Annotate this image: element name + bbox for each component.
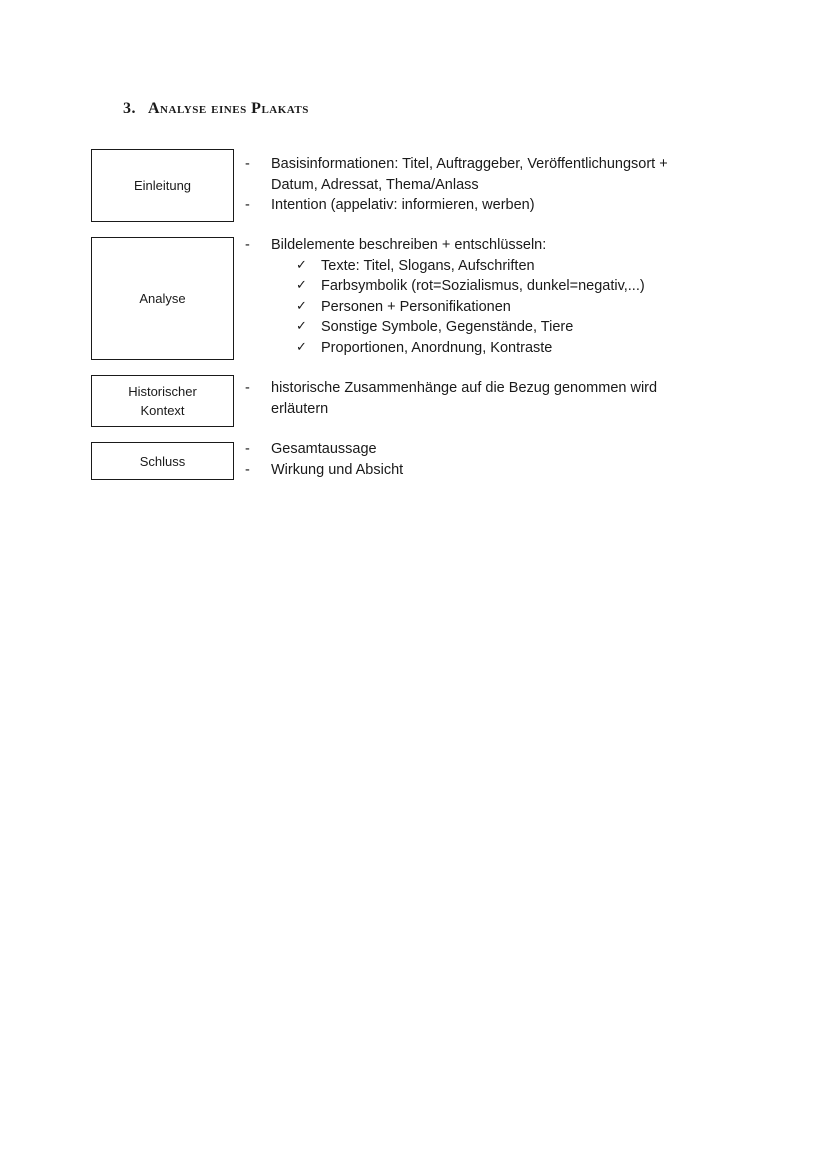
kontext-label-line1: Historischer [128, 384, 197, 399]
analyse-label: Analyse [139, 291, 186, 306]
analyse-intro: Bildelemente beschreiben + entschlüsseln: [271, 237, 547, 253]
checkmark-icon: ✓ [296, 278, 307, 293]
kontext-content [245, 378, 657, 419]
dash-bullet: - [245, 441, 250, 457]
kontext-box [91, 375, 234, 427]
analyse-check-5: Proportionen, Anordnung, Kontraste [321, 339, 553, 356]
kontext-label-line2: Kontext [140, 403, 185, 418]
schluss-item-1: Gesamtaussage [271, 441, 377, 457]
list-item [245, 378, 657, 399]
dash-bullet: - [245, 380, 250, 396]
dash-bullet: - [245, 461, 250, 478]
schluss-box [91, 442, 234, 480]
list-item-continuation [245, 399, 657, 420]
dash-bullet: - [245, 237, 250, 253]
kontext-item-1-cont: erläutern [271, 400, 329, 417]
checkmark-icon: ✓ [296, 339, 307, 355]
section-title: Analyse eines Plakats [148, 100, 309, 117]
einleitung-box [91, 149, 234, 222]
list-item [245, 154, 668, 175]
checkmark-icon: ✓ [296, 319, 307, 334]
section-number: 3. [123, 100, 136, 117]
analyse-content [245, 235, 645, 358]
analyse-check-2: Farbsymbolik (rot=Sozialismus, dunkel=negativ,...) [321, 278, 645, 294]
check-item [245, 338, 645, 359]
schluss-content [245, 439, 403, 480]
schluss-item-2: Wirkung und Absicht [271, 461, 404, 478]
einleitung-content [245, 154, 668, 216]
analyse-box [91, 237, 234, 360]
list-item [245, 235, 645, 256]
analyse-check-4: Sonstige Symbole, Gegenstände, Tiere [321, 319, 574, 335]
list-item [245, 439, 403, 460]
check-item [245, 297, 645, 318]
list-item-continuation [245, 175, 668, 196]
check-item [245, 256, 645, 277]
analyse-check-3: Personen + Personifikationen [321, 298, 511, 315]
analyse-check-1: Texte: Titel, Slogans, Aufschriften [321, 257, 535, 274]
einleitung-label: Einleitung [133, 178, 192, 193]
kontext-item-1: historische Zusammenhänge auf die Bezug genommen wird [271, 380, 658, 396]
schluss-label: Schluss [139, 453, 186, 469]
check-item [245, 317, 645, 338]
dash-bullet: - [245, 197, 250, 213]
checkmark-icon: ✓ [296, 257, 307, 273]
list-item [245, 460, 403, 481]
checkmark-icon: ✓ [296, 298, 307, 314]
list-item [245, 195, 668, 216]
section-heading [123, 100, 309, 118]
dash-bullet: - [245, 156, 250, 172]
einleitung-item-2: Intention (appelativ: informieren, werben) [271, 197, 535, 213]
einleitung-item-1-cont: Datum, Adressat, Thema/Anlass [271, 176, 479, 193]
check-item [245, 276, 645, 297]
einleitung-item-1: Basisinformationen: Titel, Auftraggeber, Veröffentlichungsort + [271, 156, 668, 172]
